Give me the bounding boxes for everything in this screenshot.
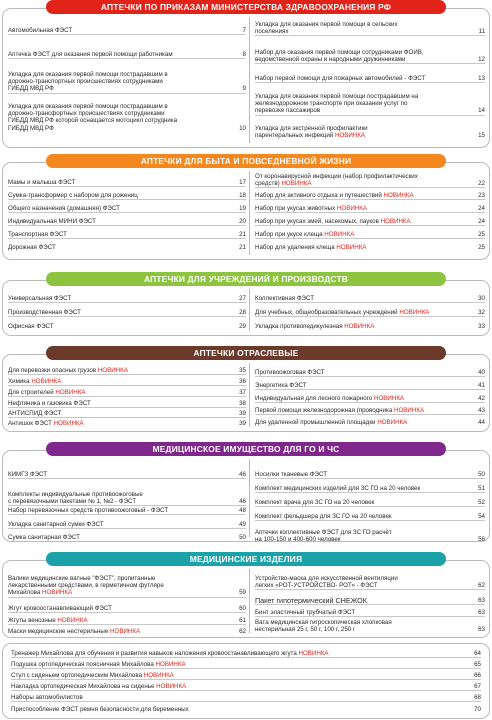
- toc-item[interactable]: [11, 706, 481, 713]
- toc-item[interactable]: [255, 125, 485, 139]
- item-title: Для перевозки опасных грузов НОВИНКА: [8, 367, 128, 374]
- item-title: Укладка для оказания первой помощи пострадавшим в дорожно-трансфортных происшествиях сотрудниками ГИБДД МВД РФ которой оснащается мотоцикл сотрудника ГИБДД МВД РФ: [8, 103, 178, 132]
- item-title: Для удаленной промышленной площадки НОВИНКА: [255, 419, 408, 426]
- item-title: Набор первой помощи для пожарных автомобилей - ФЭСТ: [255, 75, 426, 82]
- section-header: АПТЕЧКИ ДЛЯ УЧРЕЖДЕНИЙ И ПРОИЗВОДСТВ: [46, 272, 446, 286]
- page-number: 17: [239, 179, 246, 186]
- section-industry: [2, 346, 490, 427]
- item-title: Набор при укусах змей, насекомых, пауков НОВИНКА: [255, 218, 411, 225]
- section-box: [2, 162, 490, 260]
- toc-item[interactable]: [255, 499, 485, 507]
- item-title: Бинт эластичный трубчатый ФЭСТ: [255, 609, 356, 616]
- page-number: 46: [239, 471, 246, 478]
- toc-item[interactable]: [11, 672, 481, 680]
- page-number: 63: [478, 609, 485, 616]
- new-badge: НОВИНКА: [374, 395, 405, 402]
- page-number: 44: [478, 419, 485, 426]
- toc-item[interactable]: [255, 619, 485, 633]
- item-title: Транспортная ФЭСТ: [8, 231, 67, 238]
- item-title: Набор при укусе клеща НОВИНКА: [255, 231, 355, 238]
- page-number: 30: [478, 295, 485, 302]
- item-title: Набор для оказания первой помощи сотрудниками ФОИВ, ведомственной охраны и народными дружинниками: [255, 49, 424, 64]
- item-title: Энергетика ФЭСТ: [255, 382, 307, 389]
- item-title: Вата медицинская гигроскопическая хлопковая нестерильная 25 г, 50 г, 100 г, 250 г: [255, 619, 392, 634]
- new-badge: НОВИНКА: [344, 323, 375, 330]
- toc-item[interactable]: [255, 609, 485, 617]
- toc-item[interactable]: [255, 218, 485, 226]
- toc-item[interactable]: [8, 389, 246, 397]
- page-number: 7: [242, 27, 246, 34]
- toc-item[interactable]: [8, 521, 246, 529]
- page-number: 32: [478, 309, 485, 316]
- page-number: 21: [239, 244, 246, 251]
- page-number: 40: [478, 369, 485, 376]
- toc-item[interactable]: [8, 71, 246, 94]
- item-title: Тренажер Михайлова для обучения и развития навыков наложения кровоостанавливающего жгута НОВИНКА: [11, 650, 329, 657]
- new-badge: НОВИНКА: [324, 231, 355, 238]
- new-badge: НОВИНКА: [336, 205, 367, 212]
- section-box: [2, 8, 490, 148]
- toc-item[interactable]: [8, 617, 246, 625]
- toc-item[interactable]: [8, 309, 246, 317]
- page-number: 27: [239, 295, 246, 302]
- new-badge: НОВИНКА: [53, 420, 84, 427]
- toc-item[interactable]: [8, 367, 246, 375]
- item-title: Химика НОВИНКА: [8, 378, 62, 385]
- item-title: Укладка санитарной сумки ФЭСТ: [8, 521, 104, 528]
- toc-item[interactable]: [255, 173, 485, 188]
- toc-item[interactable]: [255, 597, 485, 605]
- page-number: 18: [239, 192, 246, 199]
- toc-item[interactable]: [8, 27, 246, 35]
- page-number: 14: [478, 107, 485, 115]
- section-medical-products: [2, 552, 490, 635]
- toc-item[interactable]: [255, 309, 485, 317]
- toc-item[interactable]: [255, 485, 485, 493]
- page-number: 56: [478, 536, 485, 544]
- page-number: 64: [474, 650, 481, 657]
- item-title: Комплект врача для ЗС ГО на 20 человек: [255, 499, 375, 506]
- new-badge: НОВИНКА: [156, 683, 187, 690]
- toc-item[interactable]: [8, 378, 246, 386]
- page-number: 19: [239, 205, 246, 212]
- page-number: 39: [239, 410, 246, 417]
- toc-item[interactable]: [8, 605, 246, 613]
- new-badge: НОВИНКА: [31, 378, 62, 385]
- toc-item[interactable]: [8, 471, 246, 479]
- toc-item[interactable]: [255, 75, 485, 83]
- toc-item[interactable]: [8, 534, 246, 541]
- page-number: 51: [478, 485, 485, 492]
- page-number: 42: [478, 395, 485, 402]
- toc-item[interactable]: [8, 410, 246, 418]
- item-title: Приспособление ФЭСТ ремня безопасности для беременных: [11, 706, 189, 713]
- page-number: 52: [478, 499, 485, 506]
- section-header: МЕДИЦИНСКОЕ ИМУЩЕСТВО ДЛЯ ГО И ЧС: [46, 442, 446, 456]
- section-institutions: [2, 272, 490, 330]
- item-title: Автомобильная ФЭСТ: [8, 27, 73, 34]
- item-title: Для строителей НОВИНКА: [8, 389, 86, 396]
- item-title: Комплект медицинских изделий для ЗС ГО на 20 человек: [255, 485, 421, 492]
- item-title: Аптечка ФЭСТ для оказания первой помощи работникам: [8, 51, 173, 58]
- item-title: Набор для активного отдыха и путешествий НОВИНКА: [255, 192, 414, 199]
- page-number: 29: [239, 323, 246, 330]
- page-number: 62: [239, 628, 246, 635]
- toc-item[interactable]: [255, 244, 485, 251]
- page-number: 13: [478, 75, 485, 82]
- new-badge: НОВИНКА: [143, 672, 174, 679]
- toc-item[interactable]: [255, 529, 485, 543]
- page-number: 66: [474, 672, 481, 679]
- page-number: 48: [239, 507, 246, 514]
- toc-item[interactable]: [8, 628, 246, 635]
- item-title: От коронавирусной инфекции (набор профилактических средств) НОВИНКА: [255, 173, 418, 188]
- new-badge: НОВИНКА: [155, 661, 186, 668]
- item-title: Нефтяника и газовика ФЭСТ: [8, 400, 91, 407]
- page-number: 21: [239, 231, 246, 238]
- section-box: [2, 450, 490, 542]
- toc-item[interactable]: [11, 694, 481, 702]
- page-number: 37: [239, 389, 246, 396]
- item-title: Жгут кровоостанавливающий ФЭСТ: [8, 605, 112, 612]
- page-number: 25: [478, 244, 485, 251]
- page-number: 50: [478, 471, 485, 478]
- new-badge: НОВИНКА: [377, 419, 408, 426]
- section-box: [2, 560, 490, 638]
- toc-item[interactable]: [255, 575, 485, 590]
- toc-item[interactable]: [8, 323, 246, 330]
- new-badge: НОВИНКА: [380, 218, 411, 225]
- page-number: 24: [478, 205, 485, 212]
- toc-item[interactable]: [255, 471, 485, 479]
- new-badge: НОВИНКА: [281, 180, 312, 188]
- toc-item[interactable]: [255, 205, 485, 213]
- toc-item[interactable]: [8, 507, 246, 515]
- section-header: АПТЕЧКИ ОТРАСЛЕВЫЕ: [46, 346, 446, 360]
- page-number: 70: [474, 706, 481, 713]
- page-number: 20: [239, 218, 246, 225]
- page-number: 38: [239, 400, 246, 407]
- section-header: МЕДИЦИНСКИЕ ИЗДЕЛИЯ: [46, 552, 446, 566]
- item-title: Набор при укусах животных НОВИНКА: [255, 205, 367, 212]
- item-title: Универсальная ФЭСТ: [8, 295, 72, 302]
- page-number: 62: [478, 582, 485, 590]
- new-badge: НОВИНКА: [383, 192, 414, 199]
- page-number: 68: [474, 694, 481, 701]
- item-title: Укладка для оказания первой помощи пострадавшим в дорожно-транспортных происшествиях сотрудниками ГИБДД МВД РФ: [8, 71, 168, 93]
- section-ministry: [2, 0, 490, 140]
- toc-item[interactable]: [8, 420, 246, 427]
- toc-item[interactable]: [255, 192, 485, 200]
- item-title: Стул с сиденьем ортопедическим Михайлова НОВИНКА: [11, 672, 174, 679]
- item-title: Для учебных, общеобразовательных учреждений НОВИНКА: [255, 309, 430, 316]
- item-title: Противоожоговая ФЭСТ: [255, 369, 325, 376]
- item-title: Первой помощи железнодорожная (проводника НОВИНКА: [255, 407, 425, 414]
- page-number: 22: [478, 180, 485, 188]
- page-number: 67: [474, 683, 481, 690]
- page-number: 60: [239, 605, 246, 612]
- item-title: Производственная ФЭСТ: [8, 309, 81, 316]
- new-badge: НОВИНКА: [298, 650, 329, 657]
- toc-item[interactable]: [255, 382, 485, 390]
- toc-item[interactable]: [8, 400, 246, 408]
- page-number: 33: [478, 323, 485, 330]
- toc-item[interactable]: [8, 179, 246, 187]
- item-title: Укладка для оказания первой помощи пострадавшим на железнодорожном транспорте при оказании услуг по перевозке пассажиров: [255, 93, 419, 115]
- toc-item[interactable]: [8, 575, 246, 598]
- page-number: 12: [478, 56, 485, 64]
- toc-item[interactable]: [255, 21, 485, 36]
- toc-item[interactable]: [255, 49, 485, 64]
- page-number: 54: [478, 513, 485, 520]
- page-number: 63: [478, 626, 485, 634]
- toc-item[interactable]: [255, 323, 485, 330]
- item-title: Укладка противопедикулезная НОВИНКА: [255, 323, 375, 330]
- item-title: Пакет гипотермический СНЕЖОК: [255, 597, 367, 605]
- new-badge: НОВИНКА: [110, 628, 141, 635]
- new-badge: НОВИНКА: [399, 309, 430, 316]
- new-badge: НОВИНКА: [55, 389, 86, 396]
- item-title: Общего назначения (домашняя) ФЭСТ: [8, 205, 120, 212]
- toc-item[interactable]: [8, 295, 246, 303]
- item-title: Устройство-маска для искусственной вентиляции легких «РОТ-УСТРОЙСТВО- РОТ» - ФЭСТ: [255, 575, 398, 590]
- page-number: 46: [239, 498, 246, 506]
- toc-item[interactable]: [8, 103, 246, 132]
- toc-item[interactable]: [255, 295, 485, 303]
- section-header: АПТЕЧКИ ДЛЯ БЫТА И ПОВСЕДНЕВНОЙ ЖИЗНИ: [46, 154, 446, 168]
- item-title: Коллективная ФЭСТ: [255, 295, 315, 302]
- toc-item[interactable]: [8, 218, 246, 226]
- section-box: [2, 354, 490, 432]
- page-number: 61: [239, 617, 246, 624]
- toc-item[interactable]: [8, 205, 246, 213]
- section-civil-defense: [2, 442, 490, 544]
- toc-item[interactable]: [8, 192, 246, 200]
- item-title: Комплект фельдшера для ЗС ГО на 20 человек: [255, 513, 392, 520]
- toc-item[interactable]: [8, 51, 246, 59]
- page-number: 49: [239, 521, 246, 528]
- section-box: [2, 643, 490, 719]
- item-title: Мамы и малыша ФЭСТ: [8, 179, 76, 186]
- item-title: КИМГЗ ФЭСТ: [8, 471, 48, 478]
- page-number: 43: [478, 407, 485, 414]
- item-title: Накладка ортопедическая Михайлова на сиденье НОВИНКА: [11, 683, 187, 690]
- new-badge: НОВИНКА: [57, 617, 88, 624]
- item-title: Валики медицинские ватные "ФЭСТ", пропитанные лекарственными средствами, в герметичном футляре Михайлова НОВИНКА: [8, 575, 164, 597]
- item-title: Подушка ортопедическая поясничная Михайлова НОВИНКА: [11, 661, 186, 668]
- section-box: [2, 280, 490, 336]
- page-number: 24: [478, 218, 485, 225]
- page-number: 10: [239, 124, 246, 132]
- toc-item[interactable]: [8, 231, 246, 239]
- item-title: Укладка для оказания первой помощи в сельских поселениях: [255, 21, 398, 36]
- item-title: Сумка-трансформер с набором для рожениц: [8, 192, 138, 199]
- new-badge: НОВИНКА: [42, 589, 73, 597]
- item-title: АНТИСПИД ФЭСТ: [8, 410, 62, 417]
- page-number: 11: [478, 28, 485, 36]
- item-title: Жгуты венозные НОВИНКА: [8, 617, 88, 624]
- new-badge: НОВИНКА: [335, 132, 366, 140]
- page-number: 39: [239, 420, 246, 427]
- new-badge: НОВИНКА: [394, 407, 425, 414]
- item-title: Укладка для экстренной профилактики парентеральных инфекций НОВИНКА: [255, 125, 368, 140]
- toc-item[interactable]: [255, 231, 485, 239]
- item-title: Комплекты индивидуальные противоожоговые с перевязочными пакетами № 1, №2 - ФЭСТ: [8, 491, 143, 506]
- toc-item[interactable]: [11, 683, 481, 691]
- page-number: 50: [239, 534, 246, 541]
- toc-item[interactable]: [11, 661, 481, 669]
- section-header: АПТЕЧКИ ПО ПРИКАЗАМ МИНИСТЕРСТВА ЗДРАВООХРАНЕНИЯ РФ: [46, 0, 446, 14]
- item-title: Индивидуальная для лесного пожарного НОВИНКА: [255, 395, 405, 402]
- toc-item[interactable]: [255, 93, 485, 116]
- page-number: 65: [474, 661, 481, 668]
- page-number: 59: [239, 589, 246, 597]
- toc-item[interactable]: [255, 419, 485, 426]
- toc-item[interactable]: [255, 513, 485, 521]
- item-title: Аптечки коллективные ФЭСТ для ЗС ГО расчёт на 100-150 и 400-600 человек: [255, 529, 392, 544]
- toc-item[interactable]: [8, 491, 246, 506]
- item-title: Носилки тканевые ФЭСТ: [255, 471, 328, 478]
- toc-item[interactable]: [8, 244, 246, 251]
- page-number: 8: [242, 51, 246, 58]
- item-title: Наборы автомобилистов: [11, 694, 83, 701]
- new-badge: НОВИНКА: [97, 367, 128, 374]
- toc-item[interactable]: [255, 395, 485, 403]
- page-number: 25: [478, 231, 485, 238]
- toc-item[interactable]: [11, 650, 481, 658]
- item-title: Дорожная ФЭСТ: [8, 244, 56, 251]
- item-title: Антишок ФЭСТ НОВИНКА: [8, 420, 84, 427]
- page-number: 35: [239, 367, 246, 374]
- item-title: Набор перевязочных средств противоожоговый - ФЭСТ: [8, 507, 169, 514]
- item-title: Набор для удаления клеща НОВИНКА: [255, 244, 367, 251]
- toc-item[interactable]: [255, 369, 485, 377]
- new-badge: НОВИНКА: [336, 244, 367, 251]
- page-number: 23: [478, 192, 485, 199]
- page-number: 63: [478, 597, 485, 604]
- page-number: 9: [242, 85, 246, 93]
- page-number: 15: [478, 132, 485, 140]
- page-number: 36: [239, 378, 246, 385]
- item-title: Индивидуальная МИНИ ФЭСТ: [8, 218, 96, 225]
- page-number: 28: [239, 309, 246, 316]
- page-number: 41: [478, 382, 485, 389]
- item-title: Маски медицинские нестерильные НОВИНКА: [8, 628, 141, 635]
- toc-item[interactable]: [255, 407, 485, 415]
- item-title: Сумка санитарная ФЭСТ: [8, 534, 80, 541]
- section-household: [2, 154, 490, 251]
- item-title: Офисная ФЭСТ: [8, 323, 54, 330]
